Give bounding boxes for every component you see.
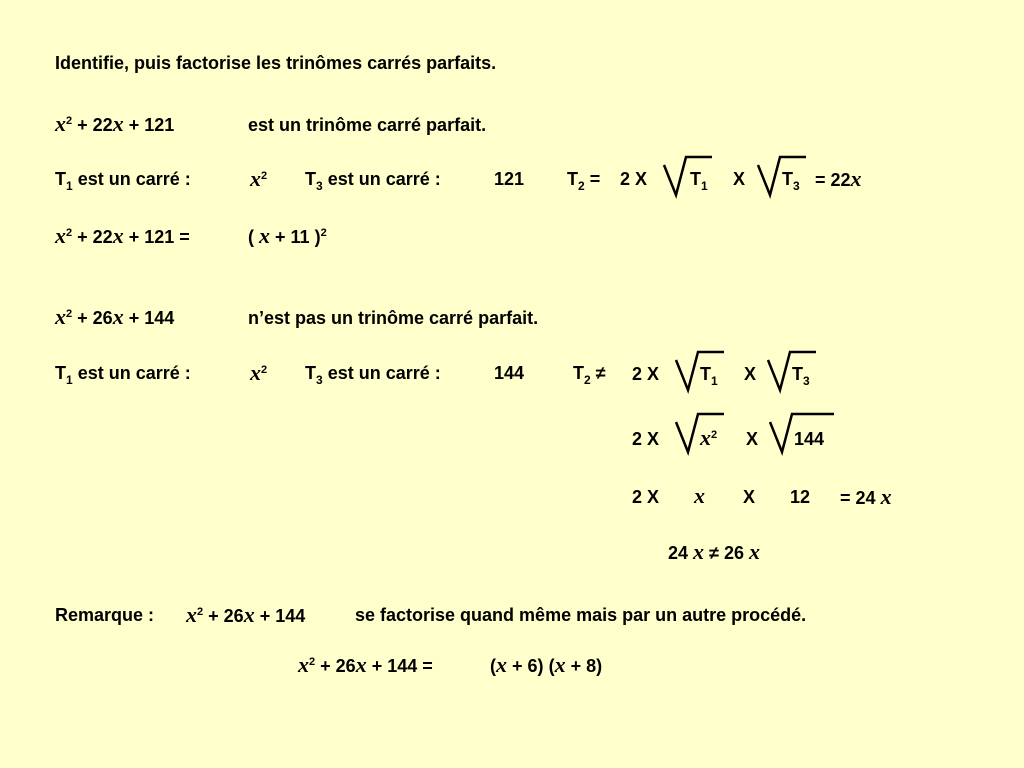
ex2-rad-t3: $T_3$	[792, 364, 810, 388]
ex1-factorisation-left: $x^2 + 22x + 121$ =	[55, 223, 190, 248]
ex1-factorisation-right: ( x + 11 )$^2$	[248, 223, 327, 248]
remark-text: se factorise quand même mais par un autre procédé.	[355, 605, 807, 625]
ex2-result: = 24 x	[840, 484, 892, 509]
ex2-t3-value: 144	[494, 363, 525, 383]
ex2-two-x-2: 2 X	[632, 429, 660, 449]
remark-label: Remarque :	[55, 605, 155, 625]
ex2-t1-label: $T_1$ est un carré :	[55, 363, 191, 387]
ex1-verdict: est un trinôme carré parfait.	[248, 115, 487, 135]
ex1-t2-label: $T_2$ =	[567, 169, 601, 193]
ex1-trinome: $x^2 + 22x + 121$	[55, 111, 175, 136]
page-title: Identifie, puis factorise les trinômes carrés parfaits.	[55, 53, 497, 73]
ex2-times-2: X	[746, 429, 759, 449]
ex2-t3-label: $T_3$ est un carré :	[305, 363, 441, 387]
ex1-rad-t3: $T_3$	[782, 169, 800, 193]
ex2-rad-144: 144	[794, 429, 825, 449]
ex1-two-x: 2 X	[620, 169, 648, 189]
ex2-trinome: $x^2 + 26x + 144$	[55, 304, 175, 329]
ex1-t1-label: $T_1$ est un carré :	[55, 169, 191, 193]
remark-factorisation-left: $x^2 + 26x + 144$ =	[298, 652, 433, 677]
ex2-two-x-3: 2 X	[632, 487, 660, 507]
remark-factorisation-right: (x + 6) (x + 8)	[490, 652, 603, 677]
ex2-x: x	[694, 483, 705, 508]
ex1-t3-label: $T_3$ est un carré :	[305, 169, 441, 193]
ex2-twelve: 12	[790, 487, 811, 507]
ex2-times-3: X	[743, 487, 756, 507]
ex1-t3-value: 121	[494, 169, 525, 189]
ex1-result: = 22x	[815, 166, 862, 191]
ex2-two-x: 2 X	[632, 364, 660, 384]
ex2-t2-label: $T_2$ ≠	[573, 363, 606, 387]
ex2-conclusion: 24 x ≠ 26 x	[668, 539, 760, 564]
ex2-t1-value: $x^2$	[250, 360, 268, 385]
ex2-rad-x2: $x^2$	[700, 425, 718, 450]
ex1-t1-value: $x^2$	[250, 166, 268, 191]
ex2-rad-t1: $T_1$	[700, 364, 718, 388]
remark-trinome: $x^2 + 26x + 144$	[186, 602, 306, 627]
ex1-times: X	[733, 169, 746, 189]
ex2-verdict: n’est pas un trinôme carré parfait.	[248, 308, 539, 328]
ex2-times: X	[744, 364, 757, 384]
variable-x: x	[55, 111, 66, 136]
ex1-rad-t1: $T_1$	[690, 169, 708, 193]
